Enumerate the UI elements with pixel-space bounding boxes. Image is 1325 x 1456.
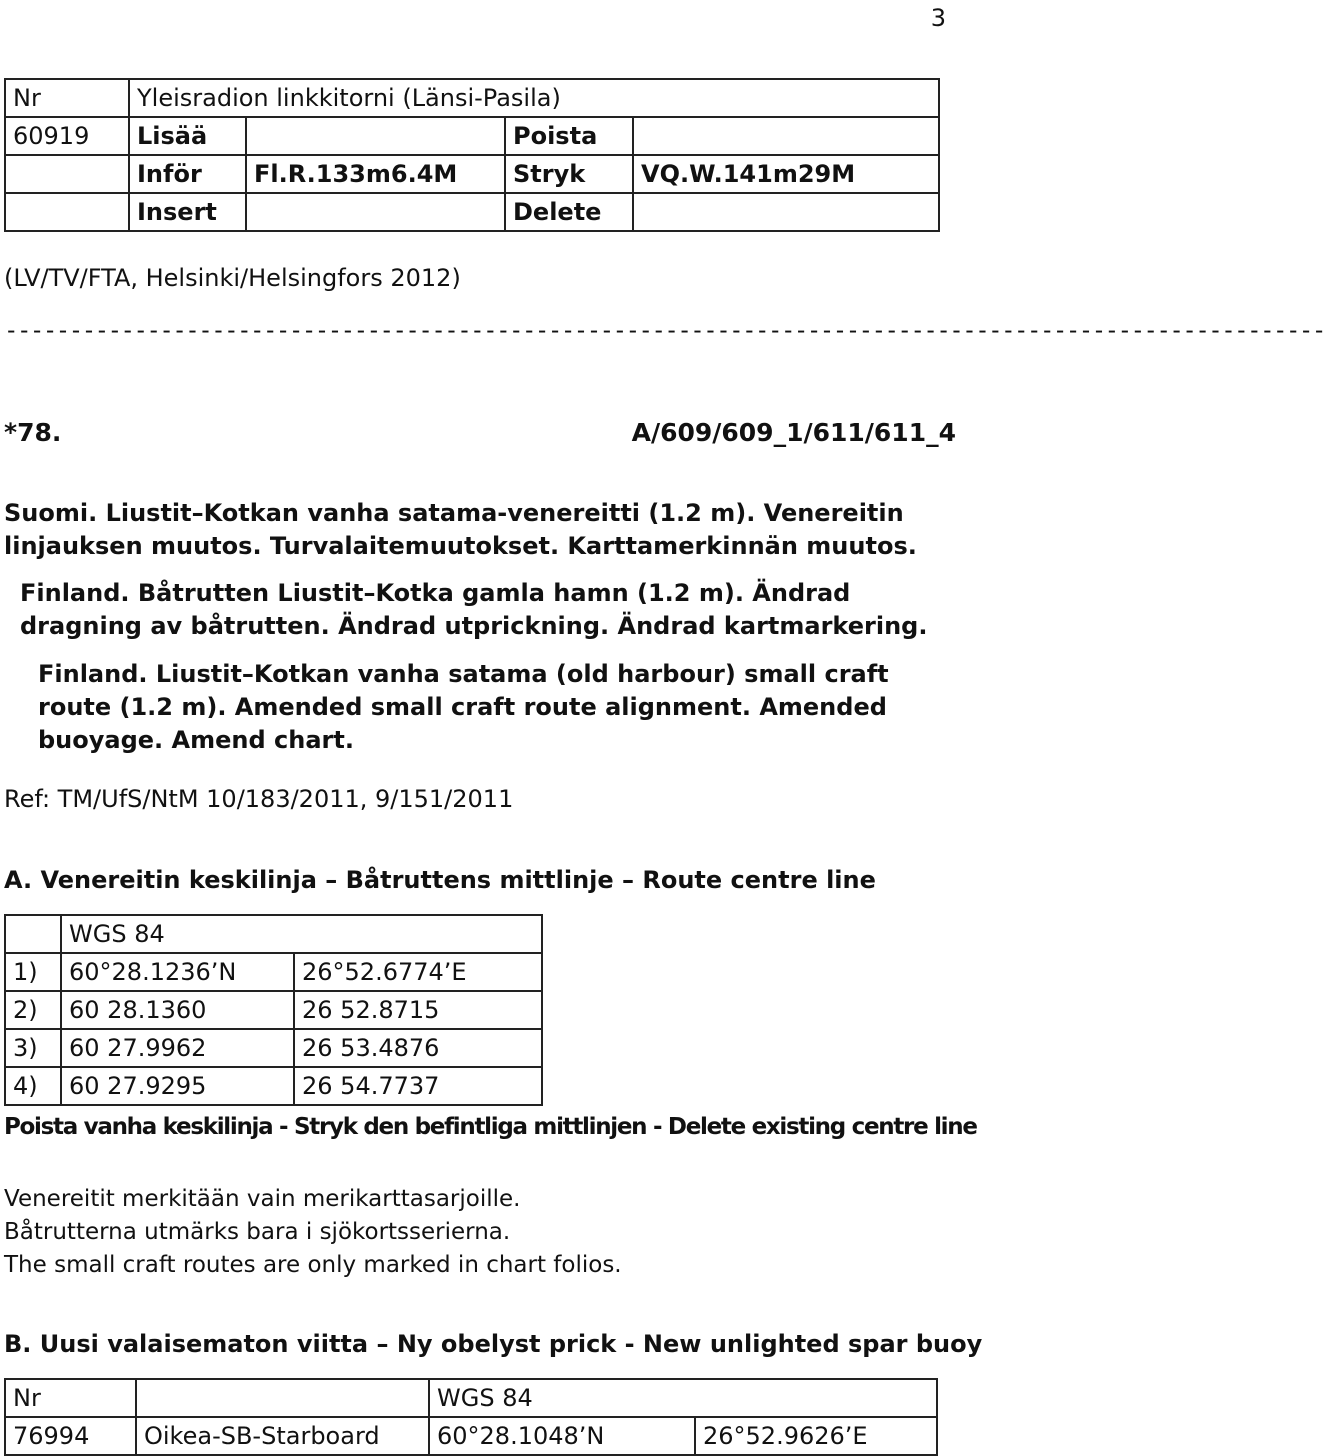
longitude: 26 53.4876 <box>294 1029 542 1067</box>
latitude: 60 28.1360 <box>61 991 294 1029</box>
table-row <box>5 1417 937 1455</box>
chart-folio-note-fi: Venereitit merkitään vain merikarttasarjoille. <box>4 1186 521 1212</box>
section-b-heading: B. Uusi valaisematon viitta – Ny obelyst prick - New unlighted spar buoy <box>4 1330 983 1358</box>
point-number: 3) <box>5 1029 61 1067</box>
table-row <box>5 1029 542 1067</box>
table-row <box>5 1379 937 1417</box>
latitude: 60°28.1048’N <box>429 1417 695 1455</box>
page-number: 3 <box>930 4 946 32</box>
insert-label-fi: Lisää <box>129 117 246 155</box>
delete-label-en: Delete <box>505 193 633 231</box>
point-number: 1) <box>5 953 61 991</box>
delete-label-sv: Stryk <box>505 155 633 193</box>
buoy-type: Oikea-SB-Starboard <box>136 1417 429 1455</box>
table-row <box>5 193 939 231</box>
buoy-number: 76994 <box>5 1417 136 1455</box>
empty-cell <box>5 193 129 231</box>
station-number: 60919 <box>5 117 129 155</box>
insert-value-fi <box>246 117 505 155</box>
table-row <box>5 79 939 117</box>
datum-label: WGS 84 <box>61 915 542 953</box>
longitude: 26 54.7737 <box>294 1067 542 1105</box>
notice-text-english: Finland. Liustit–Kotkan vanha satama (old harbour) small craft route (1.2 m). Amended small craft route alignment. Amended buoyage. Amend chart. <box>38 660 889 754</box>
notice-text-swedish: Finland. Båtrutten Liustit–Kotka gamla hamn (1.2 m). Ändrad dragning av båtrutten. Ändrad utprickning. Ändrad kartmarkering. <box>20 579 928 640</box>
nr-label: Nr <box>5 79 129 117</box>
point-number: 2) <box>5 991 61 1029</box>
longitude: 26 52.8715 <box>294 991 542 1029</box>
table-row <box>5 953 542 991</box>
delete-value-fi <box>633 117 939 155</box>
table-row <box>5 915 542 953</box>
delete-label-fi: Poista <box>505 117 633 155</box>
table-row <box>5 155 939 193</box>
point-number: 4) <box>5 1067 61 1105</box>
inserted-light-characteristic: Fl.R.133m6.4M <box>246 155 505 193</box>
light-change-table <box>4 78 940 232</box>
table-row <box>5 117 939 155</box>
reference: Ref: TM/UfS/NtM 10/183/2011, 9/151/2011 <box>4 785 514 813</box>
longitude: 26°52.9626’E <box>695 1417 937 1455</box>
delete-centre-line-note: Poista vanha keskilinja - Stryk den befintliga mittlinjen - Delete existing centre line <box>4 1114 977 1140</box>
notice-number: *78. <box>4 418 62 447</box>
insert-value-en <box>246 193 505 231</box>
table-row <box>5 991 542 1029</box>
insert-label-en: Insert <box>129 193 246 231</box>
latitude: 60°28.1236’N <box>61 953 294 991</box>
station-name: Yleisradion linkkitorni (Länsi-Pasila) <box>129 79 939 117</box>
chart-folio-note-en: The small craft routes are only marked in chart folios. <box>4 1252 622 1278</box>
insert-label-sv: Inför <box>129 155 246 193</box>
empty-cell <box>5 915 61 953</box>
chart-folio-note-sv: Båtrutterna utmärks bara i sjökortsserierna. <box>4 1219 511 1245</box>
spar-buoy-table <box>4 1378 938 1456</box>
empty-cell <box>5 155 129 193</box>
latitude: 60 27.9962 <box>61 1029 294 1067</box>
series-note: (LV/TV/FTA, Helsinki/Helsingfors 2012) <box>4 264 461 292</box>
table-row <box>5 1067 542 1105</box>
notice-text-finnish: Suomi. Liustit–Kotkan vanha satama-venereitti (1.2 m). Venereitin linjauksen muutos. Turvalaitemuutokset. Karttamerkinnän muutos. <box>4 499 917 560</box>
section-a-heading: A. Venereitin keskilinja – Båtruttens mittlinje – Route centre line <box>4 866 876 894</box>
route-centre-line-table <box>4 914 543 1106</box>
latitude: 60 27.9295 <box>61 1067 294 1105</box>
chart-numbers: A/609/609_1/611/611_4 <box>631 418 956 447</box>
empty-cell <box>136 1379 429 1417</box>
datum-label: WGS 84 <box>429 1379 937 1417</box>
delete-value-en <box>633 193 939 231</box>
dashed-separator: ------------------------------------------------------------------------------------------------------ <box>4 316 1325 344</box>
longitude: 26°52.6774’E <box>294 953 542 991</box>
deleted-light-characteristic: VQ.W.141m29M <box>633 155 939 193</box>
nr-label: Nr <box>5 1379 136 1417</box>
